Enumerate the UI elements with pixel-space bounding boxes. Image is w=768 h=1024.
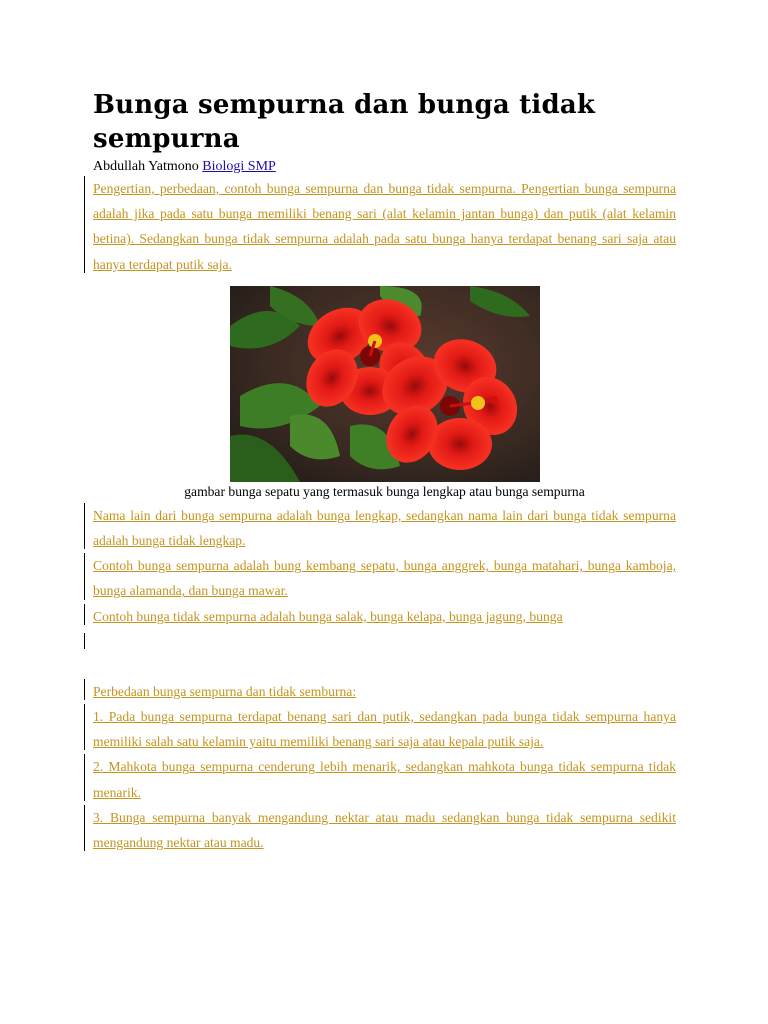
difference-item-1[interactable]: 1. Pada bunga sempurna terdapat benang sari dan putik, sedangkan pada bunga tidak sempurna hanya memiliki salah satu kelamin yaitu memiliki benang sari saja atau kepala putik saja. (93, 704, 676, 754)
differences-heading[interactable]: Perbedaan bunga sempurna dan tidak semburna: (93, 679, 676, 704)
difference-item-3[interactable]: 3. Bunga sempurna banyak mengandung nektar atau madu sedangkan bunga tidak sempurna sedikit mengandung nektar atau madu. (93, 805, 676, 855)
difference-item-2[interactable]: 2. Mahkota bunga sempurna cenderung lebih menarik, sedangkan mahkota bunga tidak sempurna tidak menarik. (93, 754, 676, 804)
document-page (93, 88, 676, 855)
examples-complete-paragraph[interactable]: Contoh bunga sempurna adalah bung kembang sepatu, bunga anggrek, bunga matahari, bunga kamboja, bunga alamanda, dan bunga mawar. (93, 553, 676, 603)
hibiscus-photo (230, 286, 540, 482)
spacer (93, 654, 676, 679)
figure-caption: gambar bunga sepatu yang termasuk bunga lengkap atau bunga sempurna (184, 483, 585, 499)
author-name: Abdullah Yatmono (93, 159, 199, 174)
empty-paragraph (93, 629, 676, 654)
examples-incomplete-paragraph[interactable]: Contoh bunga tidak sempurna adalah bunga salak, bunga kelapa, bunga jagung, bunga (93, 604, 676, 629)
other-names-paragraph[interactable]: Nama lain dari bunga sempurna adalah bunga lengkap, sedangkan nama lain dari bunga tidak sempurna adalah bunga tidak lengkap. (93, 503, 676, 553)
intro-paragraph[interactable]: Pengertian, perbedaan, contoh bunga sempurna dan bunga tidak sempurna. Pengertian bunga sempurna adalah jika pada satu bunga memiliki benang sari (alat kelamin jantan bunga) dan putik (alat kelamin betina). Sedangkan bunga tidak sempurna adalah pada satu bunga hanya terdapat benang sari saja atau hanya terdapat putik saja. (93, 176, 676, 277)
figure (93, 286, 676, 501)
category-link[interactable]: Biologi SMP (202, 159, 276, 174)
page-title: Bunga sempurna dan bunga tidak sempurna (93, 90, 596, 154)
byline (93, 158, 676, 176)
